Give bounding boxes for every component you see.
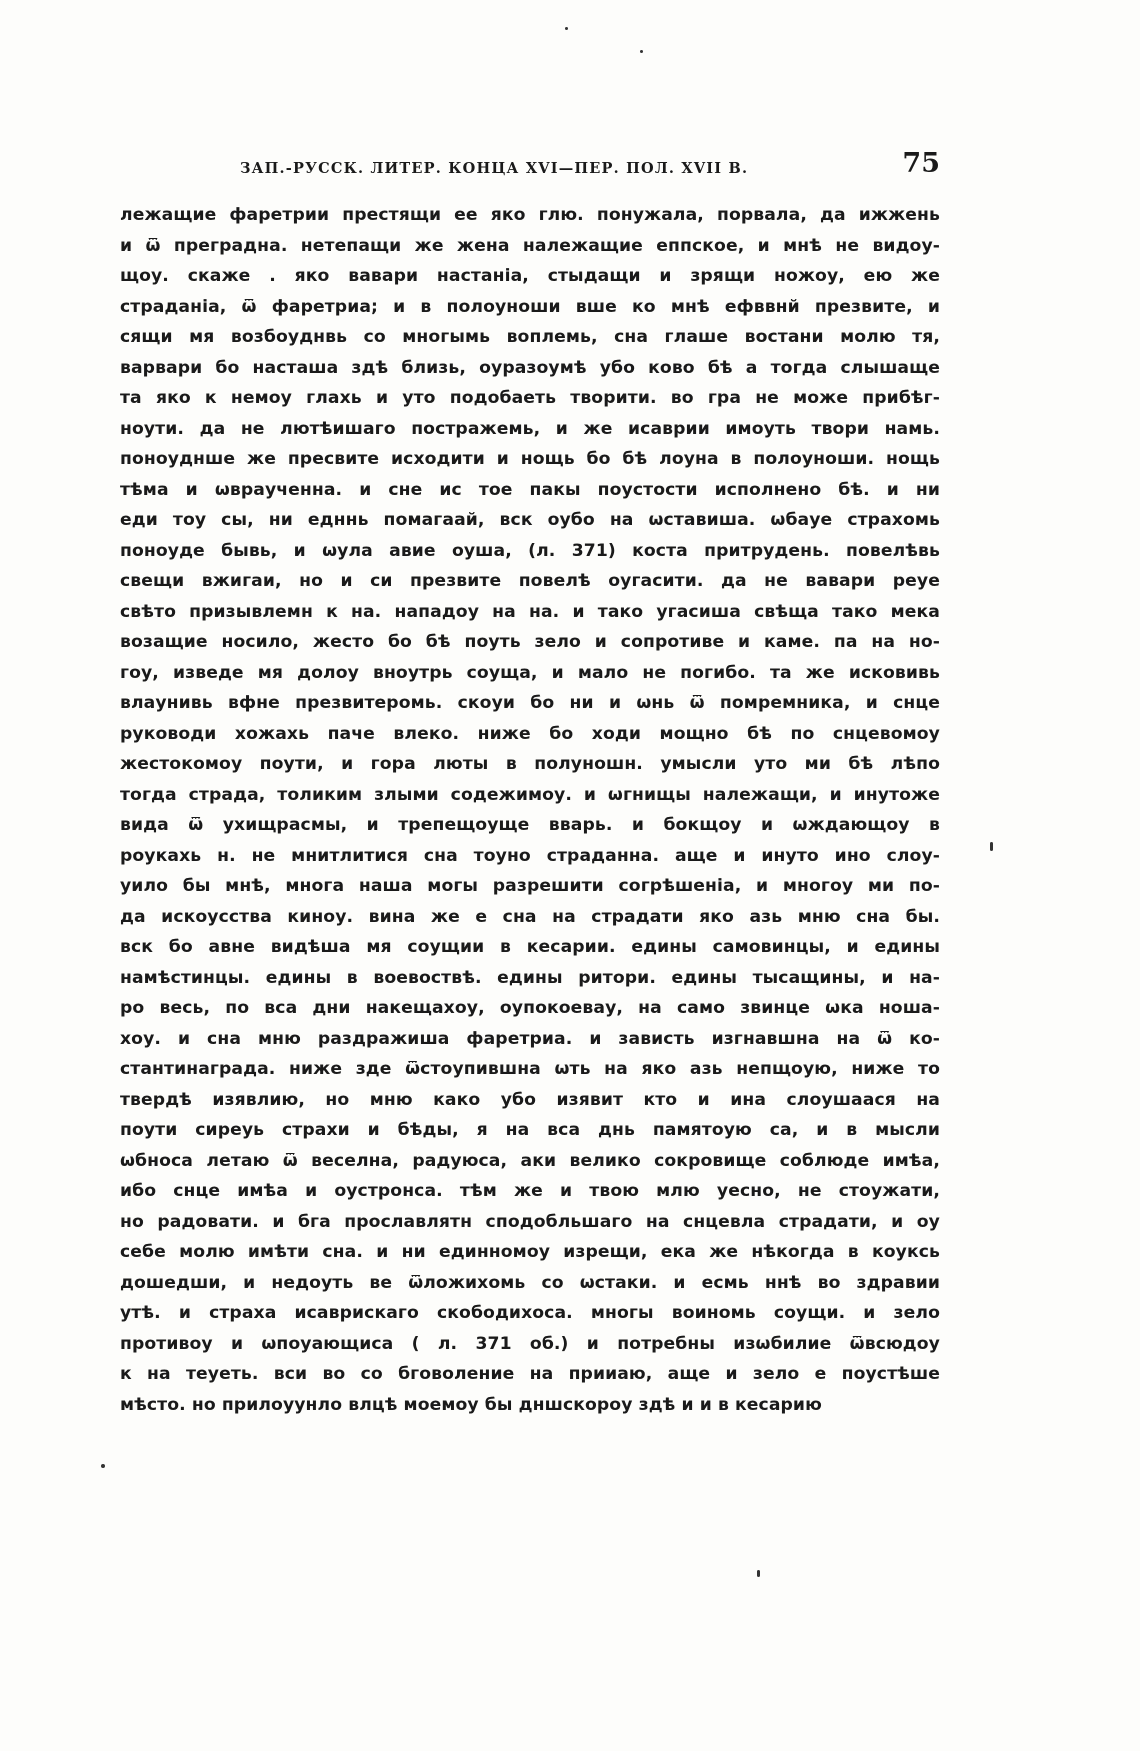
text-line: возащие носило, жесто бо бѣ поуть зело и сопротиве и каме. па на но-	[120, 632, 940, 652]
text-line: себе молю имѣти сна. и ни единномоу изрещи, ека же нѣкогда в коуксь	[120, 1242, 940, 1262]
text-line: влаунивь вфне презвитеромь. скоуи бо ни и ѡнь ѿ помремника, и снце	[120, 693, 940, 713]
text-line: ноути. да не лютѣишаго постражемь, и же исаврии имоуть твори намь.	[120, 418, 940, 439]
text-line: лежащие фаретрии престящи ее яко глю. понужала, порвала, да ижжень	[120, 205, 940, 225]
text-line: поноуде бывь, и ѡула авие оуша, (л. 371) коста притрудень. повелѣвь	[120, 540, 940, 561]
text-line: уило бы мнѣ, многа наша могы разрешити согрѣшеніа, и многоу ми по-	[120, 876, 940, 896]
text-line: утѣ. и страха исаврискаго скободихоса. многы воиномь соущи. и зело	[120, 1303, 940, 1323]
page-header	[120, 148, 940, 188]
text-line: хоу. и сна мню раздражиша фаретриа. и зависть изгнавшна на ѿ ко-	[120, 1028, 940, 1049]
page-number: 75	[902, 148, 940, 179]
text-line: и ѿ преградна. нетепащи же жена належащие еппское, и мнѣ не видоу-	[120, 235, 940, 256]
text-line: щоу. скаже . яко вавари настаніа, стыдащи и зрящи ножоу, ею же	[120, 266, 940, 286]
scan-speck	[565, 27, 568, 30]
scan-speck	[101, 1464, 105, 1468]
text-line: гоу, изведе мя долоу вноутрь соуща, и мало не погибо. та же исковивь	[120, 662, 940, 683]
text-line: та яко к немоу глахь и уто подобаеть творити. во гра не може прибѣг-	[120, 388, 940, 408]
text-line: еди тоу сы, ни едннь помагаай, вск оубо на ѡставиша. ѡбауе страхомь	[120, 510, 940, 530]
text-line: мѣсто. но прилоуунло влцѣ моемоу бы дншскороу здѣ и и в кесарию	[120, 1394, 822, 1415]
text-line: тѣма и ѡвраученна. и сне ис тое пакы поустости исполнено бѣ. и ни	[120, 479, 940, 500]
text-line: противоу и ѡпоуающиса ( л. 371 об.) и потребны изѡбилие ѿвсюдоу	[120, 1333, 940, 1354]
text-line: поути сиреуь страхи и бѣды, я на вса днь памятоую са, и в мысли	[120, 1120, 940, 1140]
text-line: вск бо авне видѣша мя соущии в кесарии. едины самовинцы, и едины	[120, 937, 940, 957]
text-line: сящи мя возбоуднвь со многымь воплемь, сна глаше востани молю тя,	[120, 327, 940, 347]
text-line: свѣто призывлемн к на. нападоу на на. и тако угасиша свѣща тако мека	[120, 601, 940, 622]
text-line: жестокомоу поути, и гора люты в полуношн. умысли уто ми бѣ лѣпо	[120, 754, 940, 774]
text-line: да искоусства киноу. вина же е сна на страдати яко азь мню сна бы.	[120, 906, 940, 927]
scan-speck	[640, 50, 643, 53]
text-line: варвари бо насташа здѣ близь, оуразоумѣ убо ково бѣ а тогда слышаще	[120, 357, 940, 378]
text-line: руководи хожахь паче влеко. ниже бо ходи мощно бѣ по снцевомоу	[120, 723, 940, 744]
text-line: твердѣ изявлию, но мню како убо изявит кто и ина слоушаася на	[120, 1089, 940, 1110]
text-line: вида ѿ ухищрасмы, и трепещоуще вварь. и бокщоу и ѡждающоу в	[120, 815, 940, 835]
text-line: ѡбноса летаю ѿ веселна, радуюса, аки велико сокровище соблюде имѣа,	[120, 1150, 940, 1171]
text-line: роукахь н. не мнитлитися сна тоуно страданна. аще и инуто ино слоу-	[120, 845, 940, 866]
text-line: ибо снце имѣа и оустронса. тѣм же и твою млю уесно, не стоужати,	[120, 1181, 940, 1201]
text-line: страданіа, ѿ фаретриа; и в полоуноши вше ко мнѣ ефввнй презвите, и	[120, 296, 940, 317]
scan-speck	[990, 842, 993, 851]
scan-speck	[757, 1570, 760, 1577]
text-line: тогда страда, толиким злыми содежимоу. и ѡгнищы належащи, и инутоже	[120, 784, 940, 805]
text-line: но радовати. и бга прославлятн сподобльшаго на снцевла страдати, и оу	[120, 1211, 940, 1232]
text-line: к на теуеть. вси во со бговоление на прииаю, аще и зело е поустѣше	[120, 1364, 940, 1384]
text-line: дошедши, и недоуть ве ѿложихомь со ѡстаки. и есмь ннѣ во здравии	[120, 1272, 940, 1293]
main-text	[120, 200, 940, 1500]
running-head: ЗАП.-РУССК. ЛИТЕР. КОНЦА XVI—ПЕР. ПОЛ. XVII В.	[240, 160, 749, 177]
text-line: намѣстинцы. едины в воевоствѣ. едины ритори. едины тысащины, и на-	[120, 967, 940, 988]
text-line: поноуднше же пресвите исходити и нощь бо бѣ лоуна в полоуноши. нощь	[120, 449, 940, 469]
text-line: ро весь, по вса дни накещахоу, оупокоевау, на само звинце ѡка ноша-	[120, 998, 940, 1018]
text-line: свещи вжигаи, но и си презвите повелѣ оугасити. да не вавари реуе	[120, 571, 940, 591]
text-line: стантинаграда. ниже зде ѿстоупившна ѡть на яко азь непщоую, ниже то	[120, 1059, 940, 1079]
